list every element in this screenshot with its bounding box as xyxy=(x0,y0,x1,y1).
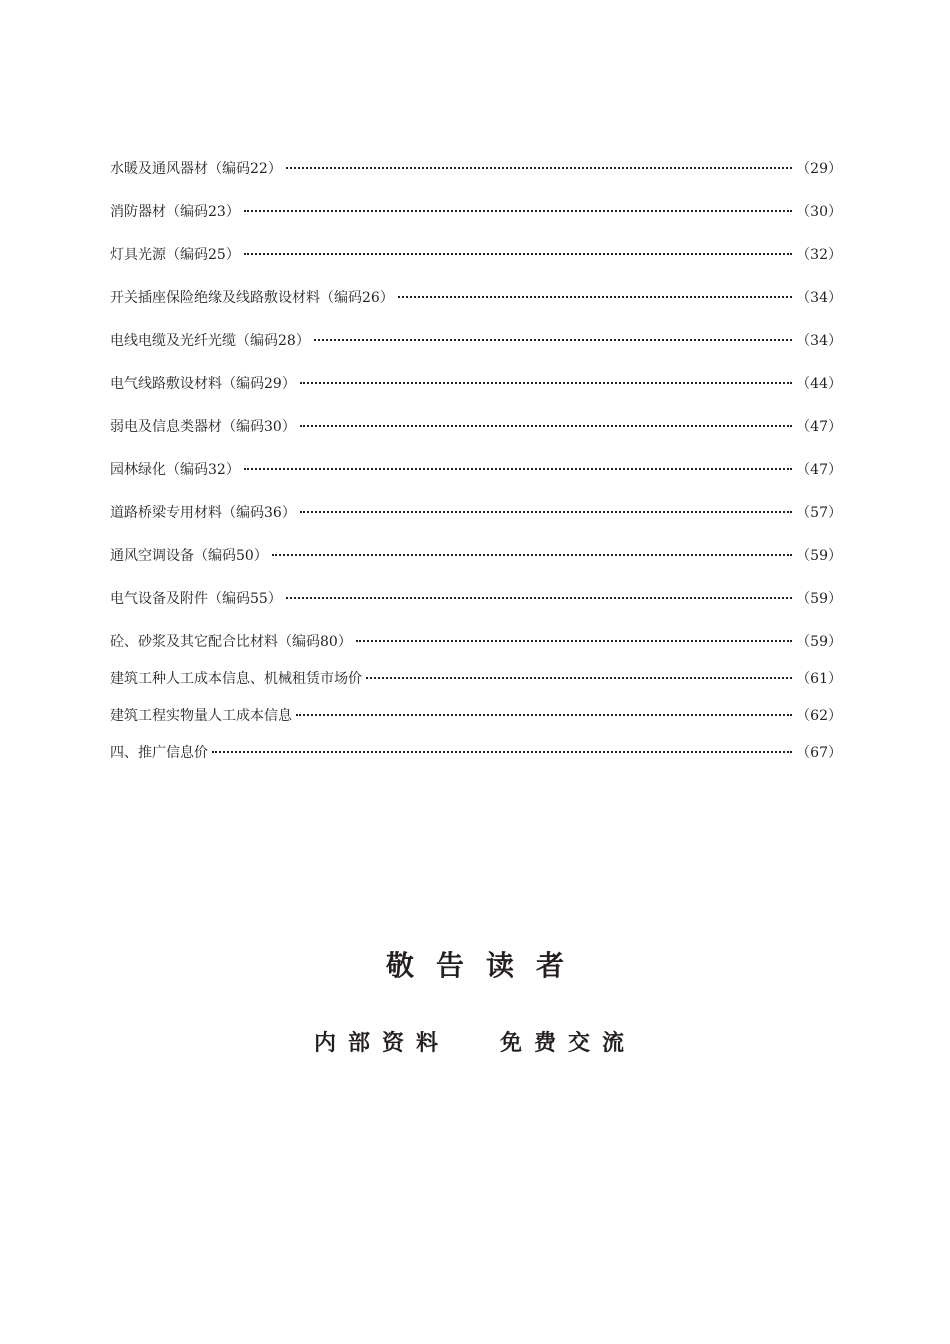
toc-entry-title: 四、推广信息价 xyxy=(110,745,208,761)
notice-title: 敬告读者 xyxy=(385,949,586,982)
notice-internal-material: 内部资料 xyxy=(313,1031,450,1056)
toc-entry-title: 园林绿化（编码32） xyxy=(110,462,240,478)
toc-entry-page: （47） xyxy=(796,462,842,478)
toc-entry[interactable] xyxy=(110,330,842,373)
toc-entry[interactable] xyxy=(110,545,842,588)
toc-entry-page: （44） xyxy=(796,376,842,392)
toc-entry[interactable] xyxy=(110,244,842,287)
toc-leader xyxy=(366,677,792,679)
notice-free-exchange: 免费交流 xyxy=(500,1031,637,1056)
notice-subtitle xyxy=(0,1026,950,1057)
toc-leader xyxy=(296,714,792,716)
toc-entry-page: （59） xyxy=(796,548,842,564)
toc-entry[interactable] xyxy=(110,631,842,668)
toc-entry-page: （29） xyxy=(796,161,842,177)
toc-entry[interactable] xyxy=(110,742,842,779)
toc-entry[interactable] xyxy=(110,373,842,416)
toc-entry-page: （32） xyxy=(796,247,842,263)
toc-entry-page: （61） xyxy=(796,671,842,687)
toc-leader xyxy=(244,468,792,470)
toc-entry-title: 建筑工程实物量人工成本信息 xyxy=(110,708,292,724)
toc-entry-page: （62） xyxy=(796,708,842,724)
toc-entry[interactable] xyxy=(110,158,842,201)
toc-entry-title: 建筑工种人工成本信息、机械租赁市场价 xyxy=(110,671,362,687)
toc-entry-page: （34） xyxy=(796,290,842,306)
toc-entry-page: （34） xyxy=(796,333,842,349)
toc-entry[interactable] xyxy=(110,588,842,631)
toc-entry-page: （30） xyxy=(796,204,842,220)
toc-leader xyxy=(212,751,792,753)
toc-entry-title: 砼、砂浆及其它配合比材料（编码80） xyxy=(110,634,352,650)
toc-leader xyxy=(300,511,792,513)
toc-leader xyxy=(286,167,792,169)
toc-leader xyxy=(398,296,792,298)
toc-entry-title: 电线电缆及光纤光缆（编码28） xyxy=(110,333,310,349)
toc-entry-title: 消防器材（编码23） xyxy=(110,204,240,220)
toc-entry[interactable] xyxy=(110,416,842,459)
toc-entry-title: 电气设备及附件（编码55） xyxy=(110,591,282,607)
toc-leader xyxy=(300,425,792,427)
toc-entry-title: 水暖及通风器材（编码22） xyxy=(110,161,282,177)
toc-leader xyxy=(356,640,792,642)
toc-entry[interactable] xyxy=(110,668,842,705)
toc-entry-title: 开关插座保险绝缘及线路敷设材料（编码26） xyxy=(110,290,394,306)
toc-entry-title: 弱电及信息类器材（编码30） xyxy=(110,419,296,435)
toc-entry-page: （59） xyxy=(796,591,842,607)
toc-entry-title: 道路桥梁专用材料（编码36） xyxy=(110,505,296,521)
toc-entry-title: 灯具光源（编码25） xyxy=(110,247,240,263)
table-of-contents xyxy=(110,158,842,779)
toc-leader xyxy=(314,339,792,341)
toc-leader xyxy=(272,554,792,556)
toc-entry[interactable] xyxy=(110,287,842,330)
toc-entry[interactable] xyxy=(110,705,842,742)
toc-leader xyxy=(286,597,792,599)
toc-entry[interactable] xyxy=(110,459,842,502)
toc-entry-page: （59） xyxy=(796,634,842,650)
toc-entry-page: （57） xyxy=(796,505,842,521)
toc-entry-page: （67） xyxy=(796,745,842,761)
toc-entry[interactable] xyxy=(110,502,842,545)
toc-entry-page: （47） xyxy=(796,419,842,435)
toc-leader xyxy=(244,253,792,255)
toc-leader xyxy=(300,382,792,384)
toc-leader xyxy=(244,210,792,212)
toc-entry[interactable] xyxy=(110,201,842,244)
toc-entry-title: 通风空调设备（编码50） xyxy=(110,548,268,564)
toc-entry-title: 电气线路敷设材料（编码29） xyxy=(110,376,296,392)
